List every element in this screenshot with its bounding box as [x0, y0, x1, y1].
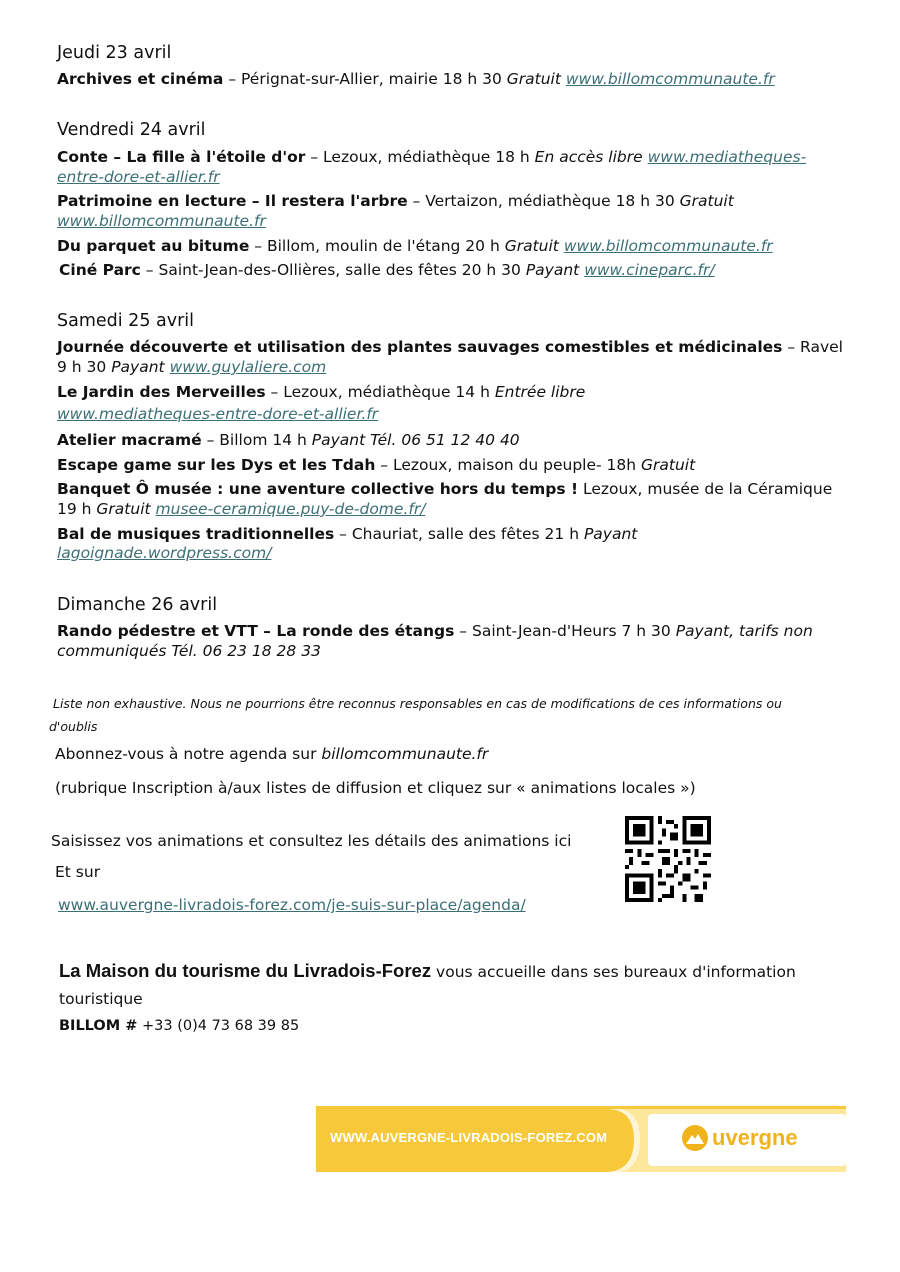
maison-tourisme-text — [59, 957, 849, 1013]
event-price: Gratuit — [641, 456, 696, 474]
event-link[interactable]: www.billomcommunaute.fr — [565, 70, 775, 88]
auvergne-brand: uvergne — [712, 1125, 798, 1150]
day-heading-jeudi: Jeudi 23 avril — [57, 43, 172, 63]
enter-events-text: Saisissez vos animations et consultez les détails des animations ici — [51, 832, 572, 850]
event-price: Payant — [583, 525, 638, 543]
event-title: Conte – La fille à l'étoile d'or — [57, 148, 306, 166]
event-link[interactable]: www.mediatheques-entre-dore-et-allier.fr — [57, 405, 379, 423]
event-title: Escape game sur les Dys et les Tdah — [57, 456, 376, 474]
agenda-link[interactable]: www.auvergne-livradois-forez.com/je-suis-sur-place/agenda/ — [58, 896, 526, 914]
event-item — [57, 147, 847, 187]
event-price: Gratuit — [506, 70, 561, 88]
event-item — [57, 479, 847, 519]
event-sep: – — [334, 525, 352, 543]
event-price: Payant — [111, 358, 165, 376]
event-item — [57, 191, 847, 231]
subscribe-note: (rubrique Inscription à/aux listes de diffusion et cliquez sur « animations locales ») — [55, 779, 696, 797]
event-detail: Lezoux, maison du peuple- 18h — [392, 456, 642, 474]
event-detail: Lezoux, médiathèque 14 h — [283, 383, 495, 401]
subscribe-prefix: Abonnez-vous à notre agenda sur — [55, 745, 322, 763]
event-sep: – — [305, 148, 324, 166]
event-price: En accès libre — [534, 148, 643, 166]
event-item — [57, 69, 847, 89]
event-sep: – — [140, 261, 159, 279]
event-sep: – — [407, 192, 426, 210]
event-link[interactable]: www.guylaliere.com — [169, 358, 327, 376]
event-item — [57, 621, 847, 661]
event-title: Bal de musiques traditionnelles — [57, 525, 335, 543]
subscribe-site: billomcommunaute.fr — [321, 745, 489, 763]
event-sep: – — [782, 338, 801, 356]
office-phone-line — [59, 1018, 299, 1034]
event-title: Journée découverte et utilisation des plantes sauvages comestibles et médicinales — [57, 338, 783, 356]
qr-code-icon[interactable] — [625, 816, 711, 902]
day-heading-dimanche: Dimanche 26 avril — [57, 595, 218, 615]
event-price: Entrée libre — [494, 383, 586, 401]
event-title: Le Jardin des Merveilles — [57, 383, 266, 401]
event-item — [57, 236, 847, 256]
event-sep: – — [454, 622, 472, 640]
auvergne-logo-icon — [680, 1124, 710, 1152]
maison-name: La Maison du tourisme du Livradois-Forez — [59, 960, 432, 981]
event-title: Patrimoine en lecture – Il restera l'arbre — [57, 192, 408, 210]
day-heading-vendredi: Vendredi 24 avril — [57, 120, 206, 140]
event-sep: – — [201, 431, 220, 449]
event-item — [59, 260, 849, 280]
office-phone: +33 (0)4 73 68 39 85 — [137, 1018, 300, 1034]
office-label: BILLOM # — [59, 1018, 138, 1034]
event-sep: – — [265, 383, 284, 401]
event-title: Atelier macramé — [57, 431, 202, 449]
event-link[interactable]: www.billomcommunaute.fr — [563, 237, 773, 255]
event-title: Rando pédestre et VTT – La ronde des étangs — [57, 622, 455, 640]
event-price: Gratuit — [679, 192, 734, 210]
event-detail: Vertaizon, médiathèque 18 h 30 — [425, 192, 680, 210]
event-detail: Ravel 9 h 30 — [57, 338, 843, 376]
event-sep: – — [223, 70, 241, 88]
event-item — [57, 430, 847, 450]
event-item — [57, 337, 847, 377]
event-price: Payant Tél. 06 51 12 40 40 — [311, 431, 520, 449]
event-detail: Billom, moulin de l'étang 20 h — [266, 237, 505, 255]
event-detail: Lezoux, médiathèque 18 h — [323, 148, 535, 166]
event-title: Du parquet au bitume — [57, 237, 250, 255]
and-on-text: Et sur — [55, 863, 101, 881]
event-price: Gratuit — [504, 237, 559, 255]
event-detail: Billom 14 h — [219, 431, 312, 449]
event-item — [57, 382, 847, 402]
event-sep: – — [375, 456, 393, 474]
event-link[interactable]: www.cineparc.fr/ — [584, 261, 715, 279]
maison-desc: vous accueille dans ses bureaux d'information touristique — [59, 963, 796, 1008]
event-detail: Chauriat, salle des fêtes 21 h — [351, 525, 584, 543]
event-detail: Saint-Jean-des-Ollières, salle des fêtes 20 h 30 — [158, 261, 526, 279]
event-price: Payant, tarifs non communiqués Tél. 06 23 18 28 33 — [57, 622, 813, 660]
event-link[interactable]: www.billomcommunaute.fr — [57, 212, 266, 230]
event-item — [57, 524, 847, 544]
event-detail: Saint-Jean-d'Heurs 7 h 30 — [471, 622, 676, 640]
day-heading-samedi: Samedi 25 avril — [57, 311, 195, 331]
event-title: Ciné Parc — [59, 261, 141, 279]
event-price: Payant — [525, 261, 580, 279]
event-link[interactable]: www.mediatheques-entre-dore-et-allier.fr — [57, 148, 807, 186]
event-detail: Lezoux, musée de la Céramique 19 h — [57, 480, 833, 518]
event-price: Gratuit — [96, 500, 151, 518]
event-item — [57, 455, 847, 475]
banner-url[interactable]: WWW.AUVERGNE-LIVRADOIS-FOREZ.COM — [330, 1130, 608, 1145]
event-sep: – — [249, 237, 267, 255]
disclaimer: Liste non exhaustive. Nous ne pourrions être reconnus responsables en cas de modifications de ces informations ou — [53, 696, 782, 711]
disclaimer-cont: d'oublis — [49, 719, 98, 734]
subscribe-text — [55, 745, 488, 763]
event-title: Banquet Ô musée : une aventure collective hors du temps ! — [57, 480, 579, 498]
event-detail: Pérignat-sur-Allier, mairie 18 h 30 — [241, 70, 507, 88]
event-link[interactable]: musee-ceramique.puy-de-dome.fr/ — [155, 500, 426, 518]
event-title: Archives et cinéma — [57, 70, 224, 88]
event-link[interactable]: lagoignade.wordpress.com/ — [57, 544, 272, 562]
